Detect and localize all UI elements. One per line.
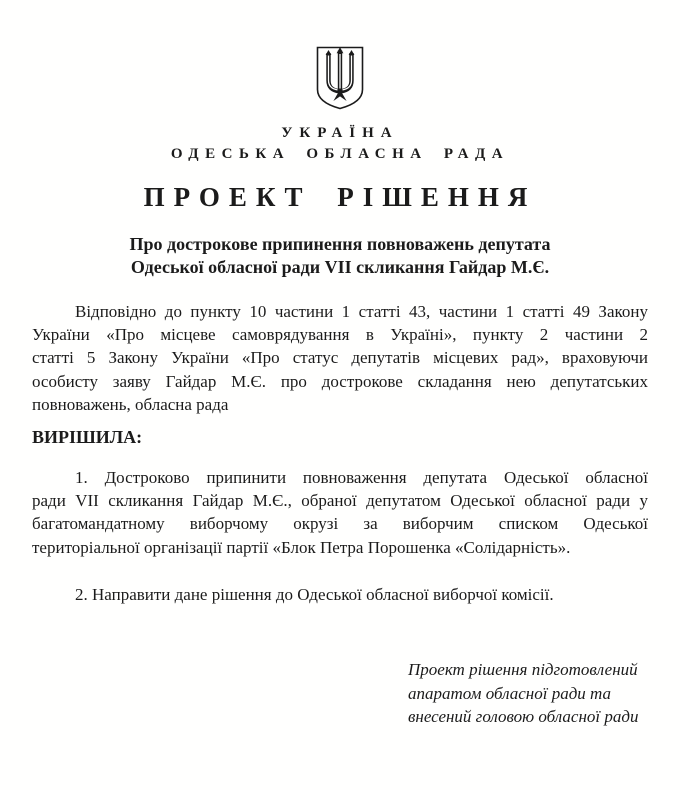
decision-item-2	[32, 583, 648, 606]
council-name: ОДЕСЬКА ОБЛАСНА РАДА	[170, 146, 510, 162]
footer-note-line: апаратом обласної ради та	[408, 683, 612, 703]
decision-item-1	[32, 466, 648, 559]
preamble-paragraph	[32, 300, 648, 416]
preamble-line: Відповідно до пункту 10 частини 1 статті 43, частини 1 статті 49 Закону	[75, 302, 648, 321]
decision-item-1-line: 1. Достроково припинити повноваження депутата Одеської обласної	[75, 468, 648, 488]
emblem-container	[0, 45, 680, 111]
decision-item-2-line: 2. Направити дане рішення до Одеської обласної виборчої комісії.	[75, 584, 554, 604]
preamble-line: особисту заяву Гайдар М.Є. про дострокове складання нею депутатських	[32, 371, 648, 391]
footer-note-line: Проект рішення підготовлений	[408, 660, 638, 680]
preamble-line: повноважень, обласна рада	[32, 394, 229, 414]
decision-item-1-line: ради VII скликання Гайдар М.Є., обраної депутатом Одеської обласної ради у	[32, 491, 648, 511]
trident-emblem-icon	[315, 45, 365, 111]
country-name: УКРАЇНА	[281, 125, 399, 141]
footer-note-line: внесений головою обласної ради	[408, 707, 639, 727]
decision-item-1-line: багатомандатному виборчому окрузі за виборчим списком Одеської	[32, 514, 648, 534]
document-body	[32, 300, 648, 729]
resolution-heading: ВИРІШИЛА:	[32, 427, 143, 448]
doc-title-line2: Одеської обласної ради VII скликання Гайдар М.Є.	[130, 257, 550, 277]
footer-note	[408, 658, 648, 729]
decision-item-1-line: територіальної організації партії «Блок Петра Порошенка «Солідарність».	[32, 537, 571, 557]
doc-title-line1: Про дострокове припинення повноважень депутата	[129, 234, 551, 254]
preamble-line: України «Про місцеве самоврядування в Україні», пункту 2 частини 2	[32, 325, 648, 345]
preamble-line: статті 5 Закону України «Про статус депутатів місцевих рад», враховуючи	[32, 348, 648, 368]
doc-type-heading: ПРОЕКТ РІШЕННЯ	[143, 182, 537, 212]
doc-title	[0, 233, 680, 279]
